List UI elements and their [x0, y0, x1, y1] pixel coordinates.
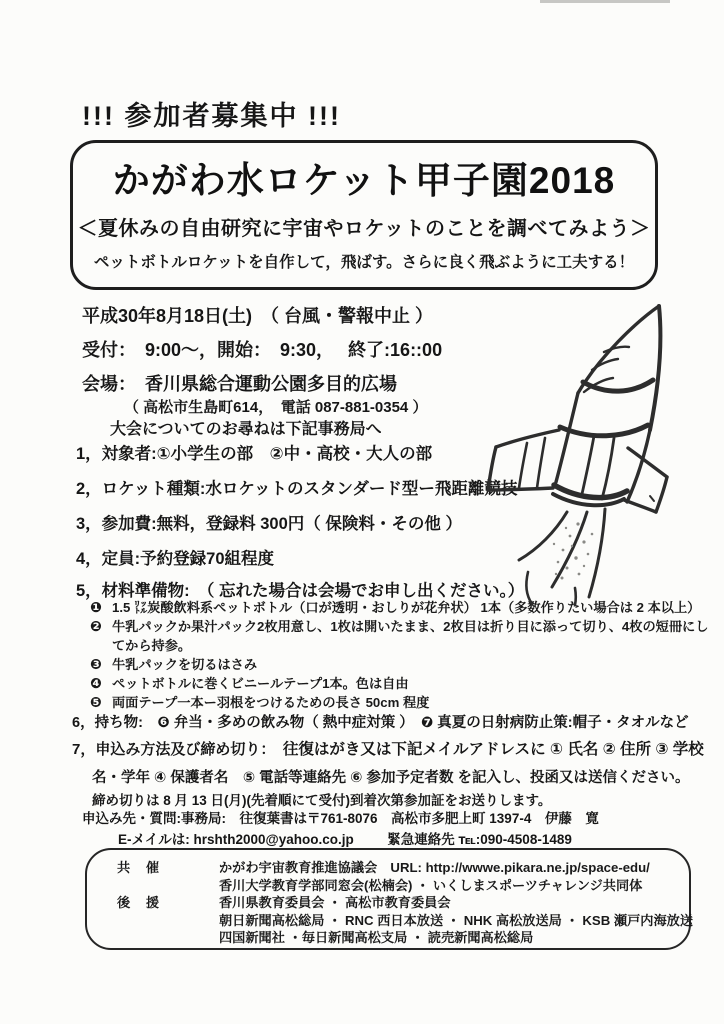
cosponsor-text: 香川大学教育学部同窓会(松楠会) ・ いくしまスポーツチャレンジ共同体 — [219, 877, 643, 893]
belongings-line: 6，持ち物: ❻ 弁当・多めの飲み物（ 熱中症対策 ） ❼ 真夏の日射病防止策:帽子・タオルなど — [72, 715, 689, 731]
cosponsor-text: かがわ宇宙教育推進協議会 URL: http://wwwe.pikara.ne.jp/space-edu/ — [219, 860, 650, 875]
material-text: 牛乳パックを切るはさみ — [112, 657, 258, 672]
item-participants: 1，対象者:①小学生の部 ②中・高校・大人の部 — [76, 445, 433, 463]
date-line: 平成30年8月18日(土) （ 台風・警報中止 ） — [82, 306, 434, 326]
sponsors-box — [85, 848, 694, 950]
recruiting-banner: !!! 参加者募集中 !!! — [82, 101, 341, 131]
empty-label — [117, 929, 219, 947]
cosponsor-label: 共 催 — [117, 860, 166, 875]
event-subtitle: ＜夏休みの自由研究に宇宙やロケットのことを調べてみよう＞ — [77, 218, 651, 240]
scan-artifact — [540, 0, 670, 3]
list-item — [90, 693, 718, 712]
list-item — [90, 617, 718, 655]
application-line-2: 名・学年 ④ 保護者名 ⑤ 電話等連絡先 ⑥ 参加予定者数 を記入し、投函又は送信ください。 — [92, 770, 690, 786]
item-rocket-type: 2，ロケット種類:水ロケットのスタンダード型ー飛距離競技 — [76, 480, 518, 498]
support-row — [117, 929, 675, 947]
email-address: hrshth2000@yahoo.co.jp — [193, 832, 354, 847]
rocket-sketch — [466, 296, 718, 610]
material-text: 両面テープ一本ー羽根をつけるための長さ 50cm 程度 — [112, 695, 430, 710]
support-row — [117, 894, 675, 912]
event-title: かがわ水ロケット甲子園2018 — [112, 160, 616, 201]
event-tagline: ペットボトルロケットを自作して，飛ばす。さらに良く飛ぶように工夫する！ — [93, 254, 635, 271]
materials-list — [90, 598, 718, 712]
circled-number: ❷ — [90, 618, 102, 634]
support-row — [117, 912, 694, 930]
material-text: 牛乳パックか果汁パック2枚用意し、1枚は開いたまま、2枚目は折り目に添って切り、4枚の短冊にしてから持参。 — [112, 619, 709, 653]
title-box — [70, 140, 658, 290]
material-text: 1.5 ㍑炭酸飲料系ペットボトル（口が透明・おしりが花弁状） 1本（多数作りたい場合は 2 本以上） — [112, 600, 701, 615]
cosponsor-row — [117, 877, 675, 895]
time-line: 受付： 9:00～，開始： 9:30， 終了:16::00 — [82, 340, 443, 360]
item-capacity: 4，定員:予約登録70組程度 — [76, 550, 275, 568]
circled-number: ❸ — [90, 656, 102, 672]
venue-line: 会場： 香川県総合運動公園多目的広場 — [82, 374, 397, 394]
cosponsor-row — [117, 859, 675, 877]
emergency-phone: 緊急連絡先 ℡:090-4508-1489 — [387, 832, 572, 847]
application-address: 申込み先・質問:事務局: 往復葉書は〒761-8076 高松市多肥上町 1397-4 伊藤 寛 — [82, 811, 599, 826]
list-item — [90, 674, 718, 693]
support-text: 四国新聞社 ・毎日新聞高松支局 ・ 読売新聞高松総局 — [219, 930, 534, 945]
list-item — [90, 655, 718, 674]
support-label: 後 援 — [117, 895, 166, 910]
application-method: 往復はがき又は下記メイルアドレスに ① 氏名 ② 住所 ③ 学校 — [282, 741, 704, 758]
item-materials-heading: 5，材料準備物: （ 忘れた場合は会場でお申し出ください。） — [76, 582, 525, 600]
material-text: ペットボトルに巻くビニールテープ1本。色は自由 — [112, 676, 409, 691]
empty-label — [117, 912, 219, 930]
email-label: E-メイルは: — [118, 832, 190, 847]
circled-number: ❺ — [90, 694, 102, 710]
application-deadline: 締め切りは 8 月 13 日(月)(先着順にて受付)到着次第参加証をお送りします。 — [92, 793, 552, 808]
application-prefix: 7，申込み方法及び締め切り： — [72, 741, 283, 758]
circled-number: ❹ — [90, 675, 102, 691]
empty-label — [117, 877, 219, 895]
venue-note: 大会についてのお尋ねは下記事務局へ — [110, 421, 382, 438]
item-fee: 3，参加費:無料，登録料 300円（ 保険料・その他 ） — [76, 515, 462, 533]
support-text: 香川県教育委員会 ・ 高松市教育委員会 — [219, 895, 451, 910]
circled-number: ❶ — [90, 599, 102, 615]
support-text: 朝日新聞高松総局 ・ RNC 西日本放送 ・ NHK 高松放送局 ・ KSB 瀬戸内海放送 — [219, 912, 694, 928]
contact-line — [118, 828, 572, 848]
venue-address: （ 高松市生島町614， 電話 087-881-0354 ） — [124, 399, 428, 416]
application-line-1 — [72, 737, 704, 759]
